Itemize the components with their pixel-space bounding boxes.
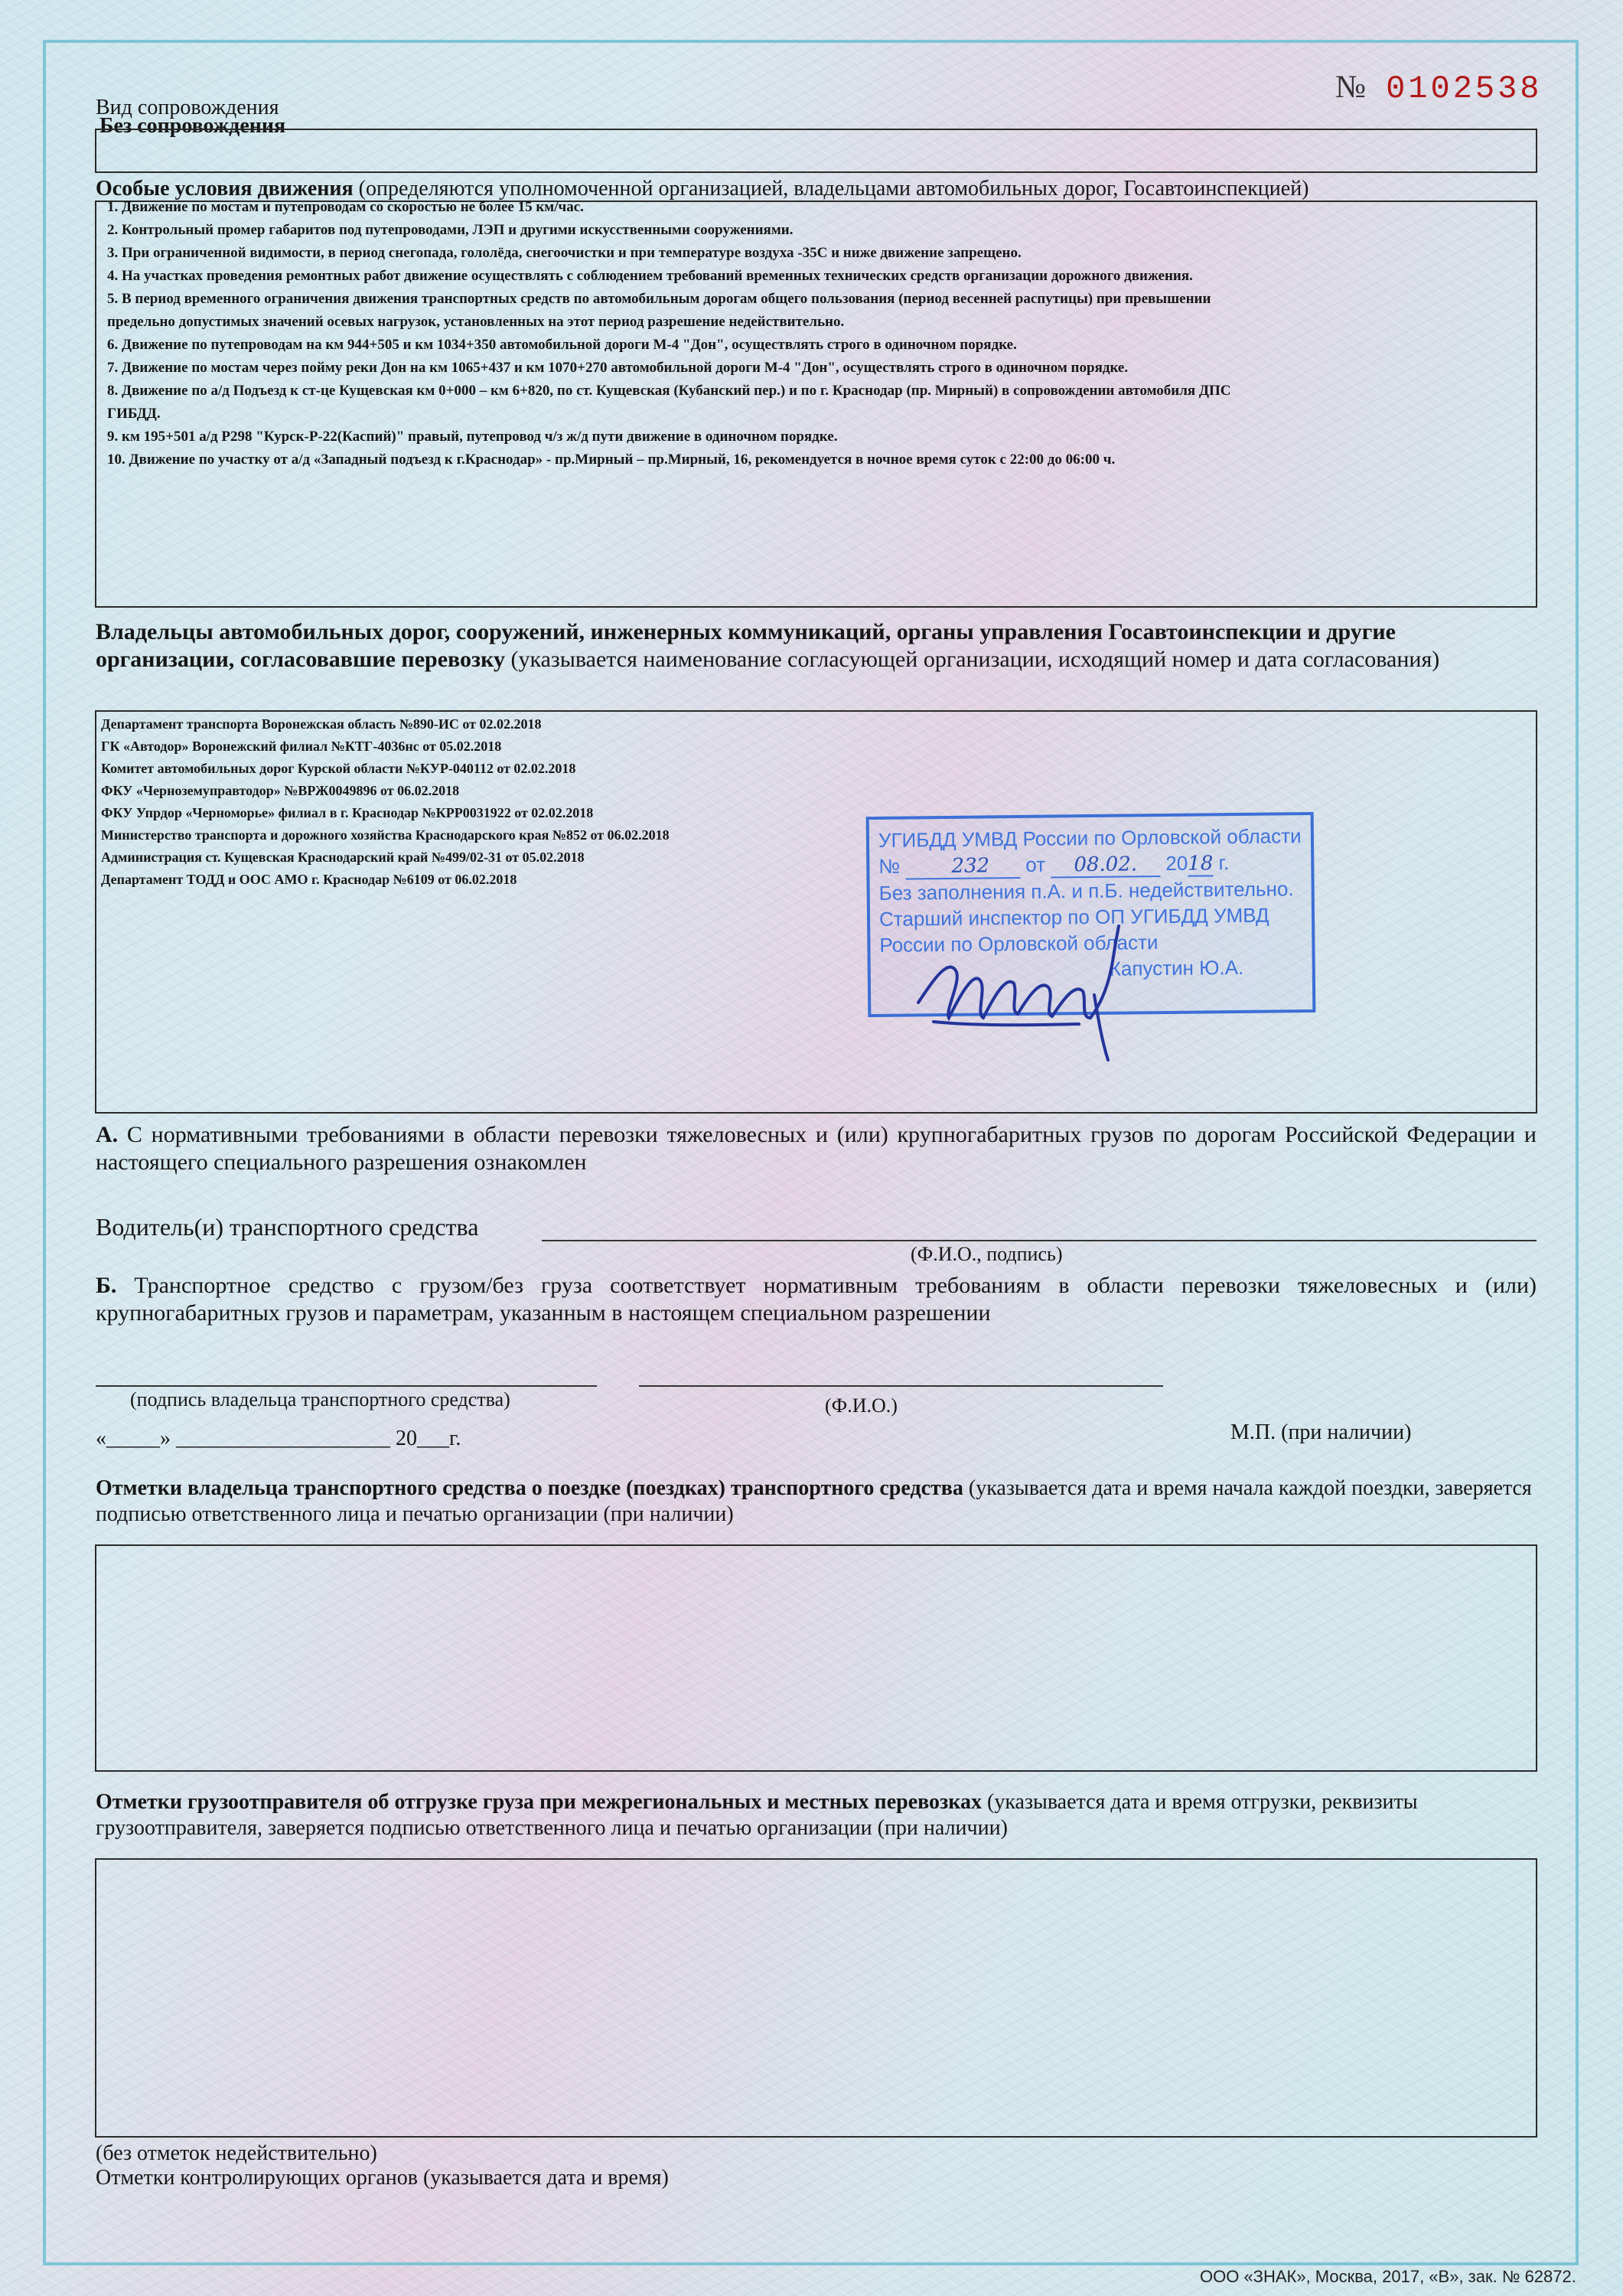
condition-item: 4. На участках проведения ремонтных работ движение осуществлять с соблюдением требований временных технических средств организации дорожного движения. [107, 268, 1193, 284]
stamp-number-sign: № [878, 854, 901, 878]
condition-item: 5. В период временного ограничения движения транспортных средств по автомобильным дорогам общего пользования (период весенней распутицы) при превышении предельно допустимых значений осевых нагрузок, установленных на этот период разрешение недействительно. [107, 291, 1211, 330]
shipper-box[interactable] [95, 1858, 1537, 2138]
shipper-heading [96, 1789, 1537, 1841]
section-a-text: С нормативными требованиями в области перевозки тяжеловесных и (или) крупногабаритных грузов по дорогам Российской Федерации и настоящего специального разрешения ознакомлен [96, 1122, 1537, 1175]
owner-item: Департамент транспорта Воронежская область №890-ИС от 02.02.2018 [101, 716, 542, 732]
stamp-line-5: России по Орловской области [879, 931, 1159, 957]
conditions-heading-bold: Особые условия движения [96, 177, 354, 201]
condition-item: 9. км 195+501 а/д Р298 "Курск-Р-22(Каспий)" правый, путепровод ч/з ж/д пути движение в одиночном порядке. [107, 429, 838, 445]
owner-item: Комитет автомобильных дорог Курской области №КУР-040112 от 02.02.2018 [101, 761, 576, 776]
seal-note: М.П. (при наличии) [1230, 1420, 1412, 1444]
stamp-line-1: УГИБДД УМВД России по Орловской области [878, 824, 1302, 852]
conditions-list [107, 196, 1270, 471]
conditions-box [95, 201, 1537, 608]
serial-value: 0102538 [1386, 70, 1543, 107]
printer-imprint: ООО «ЗНАК», Москва, 2017, «В», зак. № 62872. [1200, 2267, 1576, 2286]
owner-item: ГК «Автодор» Воронежский филиал №КТГ-4036нс от 05.02.2018 [101, 739, 502, 754]
owner-item: ФКУ «Черноземуправтодор» №ВРЖ0049896 от 06.02.2018 [101, 783, 460, 798]
stamp-inspector-name: Капустин Ю.А. [1109, 955, 1244, 980]
owners-heading-bold: Владельцы автомобильных дорог, сооружений, инженерных коммуникаций, органы управления Госавтоинспекции и другие организации, согласовавшие перевозку [96, 619, 1396, 672]
stamp-year-prefix: 20 [1165, 851, 1188, 875]
section-a-label: А. [96, 1122, 119, 1147]
escort-value: Без сопровождения [99, 114, 286, 138]
owners-heading-rest: (указывается наименование согласующей организации, исходящий номер и дата согласования) [504, 647, 1440, 672]
condition-item: 7. Движение по мостам через пойму реки Дон на км 1065+437 и км 1070+270 автомобильной дороги М-4 "Дон", осуществлять строго в одиночном порядке. [107, 360, 1129, 376]
serial-sign: № [1335, 70, 1367, 105]
stamp-year-suffix: г. [1218, 851, 1230, 875]
driver-label: Водитель(и) транспортного средства [96, 1213, 479, 1241]
owner-item: Департамент ТОДД и ООС АМО г. Краснодар №6109 от 06.02.2018 [101, 872, 517, 887]
stamp-line-3: Без заполнения п.А. и п.Б. недействительно. [878, 877, 1294, 905]
shipper-heading-bold: Отметки грузоотправителя об отгрузке груза при межрегиональных и местных перевозках [96, 1790, 983, 1814]
date-line[interactable]: «_____» ____________________ 20___г. [96, 1427, 461, 1450]
owner-fio-hint: (Ф.И.О.) [825, 1394, 898, 1417]
control-marks-label: Отметки контролирующих органов (указывается дата и время) [96, 2166, 669, 2190]
stamp-number: 232 [905, 854, 1020, 880]
stamp-line-4: Старший инспектор по ОП УГИБДД УМВД [878, 903, 1269, 931]
escort-label: Вид сопровождения [96, 96, 279, 119]
owner-item: ФКУ Упрдор «Черноморье» филиал в г. Краснодар №КРР0031922 от 02.02.2018 [101, 805, 594, 820]
invalid-note: (без отметок недействительно) [96, 2141, 377, 2165]
condition-item: 10. Движение по участку от а/д «Западный подъезд к г.Краснодар» - пр.Мирный – пр.Мирный, 16, рекомендуется в ночное время суток с 22:00 до 06:00 ч. [107, 452, 1116, 468]
section-b-text: Транспортное средство с грузом/без груза соответствует нормативным требованиям в области перевозки тяжеловесных и (или) крупногабаритных грузов и параметрам, указанным в настоящем специальном разрешении [96, 1273, 1537, 1326]
stamp-line-2 [878, 849, 1302, 880]
condition-item: 2. Контрольный промер габаритов под путепроводами, ЛЭП и другими искусственными сооружениями. [107, 222, 794, 238]
stamp-date: 08.02. [1051, 853, 1160, 878]
section-a [96, 1121, 1537, 1176]
trips-heading [96, 1476, 1537, 1528]
owners-heading [96, 618, 1538, 673]
section-b [96, 1272, 1537, 1327]
shipper-heading-rest: (указывается дата и время отгрузки, реквизиты грузоотправителя, заверяется подписью ответственного лица и печатью организации (при наличии) [96, 1790, 1418, 1840]
condition-item: 6. Движение по путепроводам на км 944+505 и км 1034+350 автомобильной дороги М-4 "Дон", осуществлять строго в одиночном порядке. [107, 337, 1017, 353]
owner-item: Министерство транспорта и дорожного хозяйства Краснодарского края №852 от 06.02.2018 [101, 827, 670, 843]
owner-signature-line[interactable] [96, 1385, 597, 1387]
trips-heading-bold: Отметки владельца транспортного средства о поездке (поездках) транспортного средства [96, 1476, 963, 1500]
stamp-date-from: от [1025, 853, 1046, 876]
owner-fio-line[interactable] [639, 1385, 1163, 1387]
owners-box [95, 710, 1537, 1114]
owner-sign-hint: (подпись владельца транспортного средства) [130, 1388, 510, 1411]
stamp-year: 18 [1188, 852, 1214, 876]
trips-box[interactable] [95, 1544, 1537, 1772]
owner-item: Администрация ст. Кущевская Краснодарский край №499/02-31 от 05.02.2018 [101, 850, 585, 865]
driver-signature-line[interactable] [542, 1240, 1537, 1241]
serial-number [1335, 69, 1543, 107]
escort-box [95, 129, 1537, 173]
driver-hint: (Ф.И.О., подпись) [911, 1243, 1063, 1265]
condition-item: 1. Движение по мостам и путепроводам со скоростью не более 15 км/час. [107, 199, 584, 215]
condition-item: 8. Движение по а/д Подъезд к ст-це Кущевская км 0+000 – км 6+820, по ст. Кущевская (Кубанский пер.) и по г. Краснодар (пр. Мирный) в сопровождении автомобиля ДПС ГИБДД. [107, 383, 1231, 422]
owners-list [101, 713, 1531, 891]
trips-heading-rest: (указывается дата и время начала каждой поездки, заверяется подписью ответственного лица и печатью организации (при наличии) [96, 1476, 1532, 1526]
section-b-label: Б. [96, 1273, 117, 1298]
handwritten-signature [903, 911, 1133, 1064]
conditions-heading-rest: (определяются уполномоченной организацией, владельцами автомобильных дорог, Госавтоинспекцией) [353, 177, 1309, 201]
condition-item: 3. При ограниченной видимости, в период снегопада, гололёда, снегоочистки и при температуре воздуха -35С и ниже движение запрещено. [107, 245, 1022, 261]
